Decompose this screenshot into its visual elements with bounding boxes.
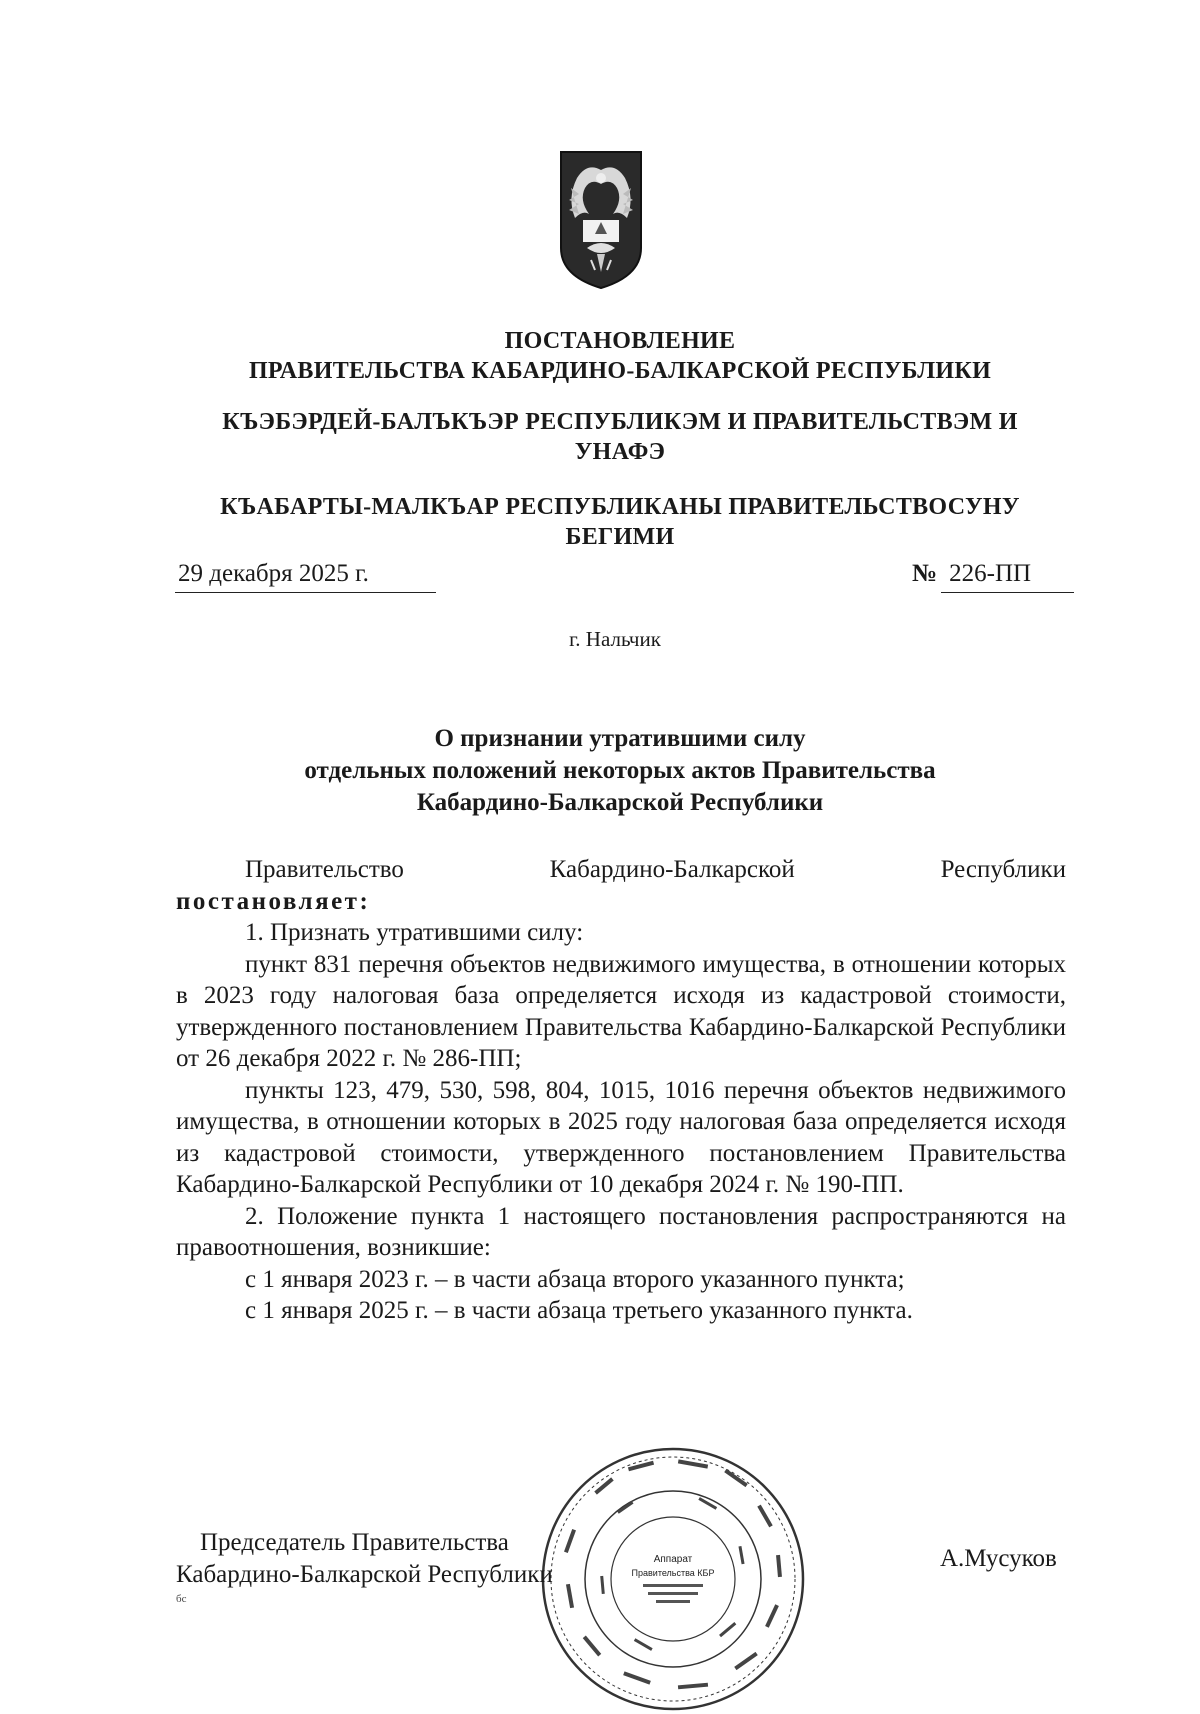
official-seal-stamp (538, 1444, 808, 1714)
issuer-heading-kabardian-line1: КЪЭБЭРДЕЙ-БАЛЪКЪЭР РЕСПУБЛИКЭМ И ПРАВИТЕЛЬСТВЭМ И (222, 409, 1018, 435)
document-title-line2: отдельных положений некоторых актов Правительства (304, 757, 936, 784)
signatory-position-line2: Кабардино-Балкарской Республики (176, 1561, 553, 1588)
issuer-heading-balkar-line2: БЕГИМИ (565, 524, 675, 550)
item-1: 1. Признать утратившими силу: (245, 919, 584, 946)
document-title-line1: О признании утратившими силу (434, 725, 806, 752)
city-name: г. Нальчик (569, 627, 661, 651)
issuer-heading-russian: ПРАВИТЕЛЬСТВА КАБАРДИНО-БАЛКАРСКОЙ РЕСПУБЛИКИ (248, 358, 992, 384)
document-type-heading: ПОСТАНОВЛЕНИЕ (504, 328, 736, 354)
preamble: Правительство Кабардино-Балкарской Республики (245, 856, 1066, 883)
document-number: 226-ПП (941, 560, 1074, 593)
item-2-paragraph-2: с 1 января 2025 г. – в части абзаца третьего указанного пункта. (245, 1297, 913, 1324)
issuer-heading-kabardian-line2: УНАФЭ (574, 439, 666, 465)
number-label: № (912, 560, 938, 587)
signatory-name: А.Мусуков (940, 1545, 1057, 1572)
document-body (176, 854, 1066, 1327)
document-title-line3: Кабардино-Балкарской Республики (416, 789, 824, 816)
coat-of-arms-icon (557, 148, 645, 290)
item-1-paragraph-1: пункт 831 перечня объектов недвижимого имущества, в отношении которых в 2023 году налоговая база определяется исходя из кадастровой стоимости, утвержденного постановлением Правительства Кабардино-Балкарской Республики от 26 декабря 2022 г. № 286-ПП; (176, 950, 1066, 1072)
preamble-verb (176, 886, 1066, 918)
decree-verb: постановляет: (176, 887, 371, 915)
svg-text:Аппарат: Аппарат (653, 1554, 693, 1565)
document-number-block (912, 560, 1074, 593)
signatory-position-line1: Председатель Правительства (200, 1529, 509, 1556)
item-2: 2. Положение пункта 1 настоящего постановления распространяются на правоотношения, возникшие: (176, 1202, 1066, 1261)
document-date: 29 декабря 2025 г. (175, 560, 436, 593)
issuer-heading-balkar-line1: КЪАБАРТЫ-МАЛКЪАР РЕСПУБЛИКАНЫ ПРАВИТЕЛЬСТВОСУНУ (220, 494, 1020, 520)
item-1-paragraph-2: пункты 123, 479, 530, 598, 804, 1015, 1016 перечня объектов недвижимого имущества, в отношении которых в 2025 году налоговая база определяется исходя из кадастровой стоимости, утвержденного постановлением Правительства Кабардино-Балкарской Республики от 10 декабря 2024 г. № 190-ПП. (176, 1076, 1066, 1198)
footer-mark: бс (176, 1593, 187, 1605)
svg-text:Правительства КБР: Правительства КБР (631, 1568, 715, 1578)
item-2-paragraph-1: с 1 января 2023 г. – в части абзаца второго указанного пункта; (245, 1265, 905, 1293)
